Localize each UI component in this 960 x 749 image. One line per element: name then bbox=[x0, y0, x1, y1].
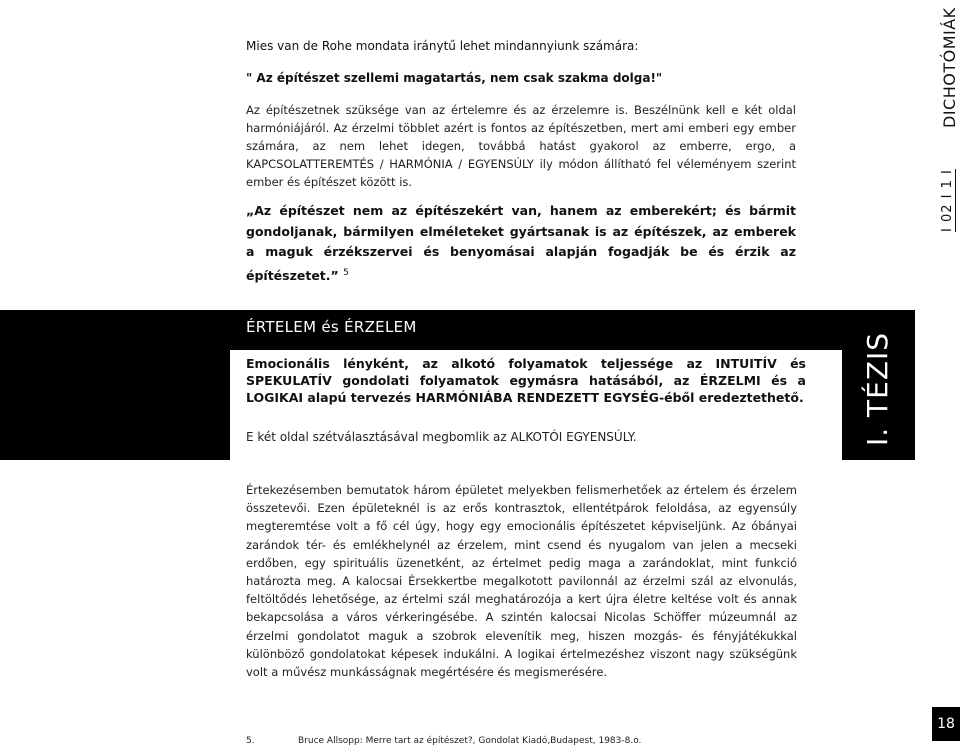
footnote-text: Bruce Allsopp: Merre tart az építészet?, Gondolat Kiadó,Budapest, 1983-8.o. bbox=[298, 736, 642, 746]
allsopp-quote-text: „Az építészet nem az építészekért van, hanem az emberekért; és bármit gondoljanak, bármilyen elméleteket gyártsanak is az építészek, az emberek a maguk érzékszervei és benyomásai alapján fogadják be és érzik az építészetet.” bbox=[246, 203, 796, 283]
page-code-vertical: I 02 I 1 I bbox=[940, 169, 955, 232]
mies-quote: " Az építészet szellemi magatartás, nem csak szakma dolga!" bbox=[246, 71, 663, 85]
body-paragraph: Értekezésemben bemutatok három épületet melyekben felismerhetőek az értelem és érzelem összetevői. Ezen épületeknél is az erős kontrasztok, ellentétpárok feloldása, az egyensúly megteremtése volt a fő cél úgy, hogy egy emocionális építészetet képviseljünk. Az óbányai zarándok tér- és emlékhelynél az érzelem, mint csend és nyugalom van jelen a mecseki erdőben, egy spirituális üzenetként, az értelmet pedig maga a zarándoklat, mint funkció határozta meg. A kalocsai Érsekkertbe megalkotott pavilonnál az érzelmi szál az elvonulás, feltöltődés lehetősége, az értelmi szál meghatározója a kert újra életre keltése volt és annak bekapcsolása a város vérkeringésébe. A szintén kalocsai Nicolas Schöffer múzeumnál az érzelmi gondolatot maguk a szobrok elevenítik meg, hiszen mozgás- és fényjátékukkal különböző gondolatokat képesek indukálni. A logikai értelmezéshez viszont nagy szükségünk volt a művész munkásságnak megértésére és megismerésére. bbox=[246, 483, 797, 680]
thesis-label: I. TÉZIS bbox=[861, 331, 894, 446]
footnote-number: 5. bbox=[246, 736, 255, 746]
section-title-vertical: DICHOTÓMIÁK bbox=[940, 7, 959, 128]
footnote bbox=[246, 736, 641, 746]
page-number: 18 bbox=[932, 707, 960, 741]
thesis-statement: Emocionális lényként, az alkotó folyamatok teljessége az INTUITÍV és SPEKULATÍV gondolati folyamatok egymásra hatásából, az ÉRZELMI és a LOGIKAI alapú tervezés HARMÓNIÁBA RENDEZETT EGYSÉG-éből eredeztethető. bbox=[246, 356, 806, 405]
intro-paragraph: Az építészetnek szüksége van az értelemre és az érzelemre is. Beszélnünk kell e két oldal harmóniájáról. Az érzelmi többlet azért is fontos az építészetben, mert ami emberi egy ember számára, az nem lehet idegen, továbbá hatást gyakorol az emberre, ergo, a KAPCSOLATTEREMTÉS / HARMÓNIA / EGYENSÚLY ily módon állítható fel véleményem szerint ember és építészet között is. bbox=[246, 103, 796, 189]
intro-section bbox=[246, 38, 796, 286]
thesis-title: ÉRTELEM és ÉRZELEM bbox=[246, 318, 417, 336]
intro-line: Mies van de Rohe mondata iránytű lehet mindannyiunk számára: bbox=[246, 39, 639, 53]
sidebar-vertical bbox=[918, 7, 960, 244]
footnote-reference: 5 bbox=[343, 267, 349, 278]
allsopp-quote bbox=[246, 201, 796, 286]
thesis-note: E két oldal szétválasztásával megbomlik az ALKOTÓI EGYENSÚLY. bbox=[246, 430, 637, 444]
